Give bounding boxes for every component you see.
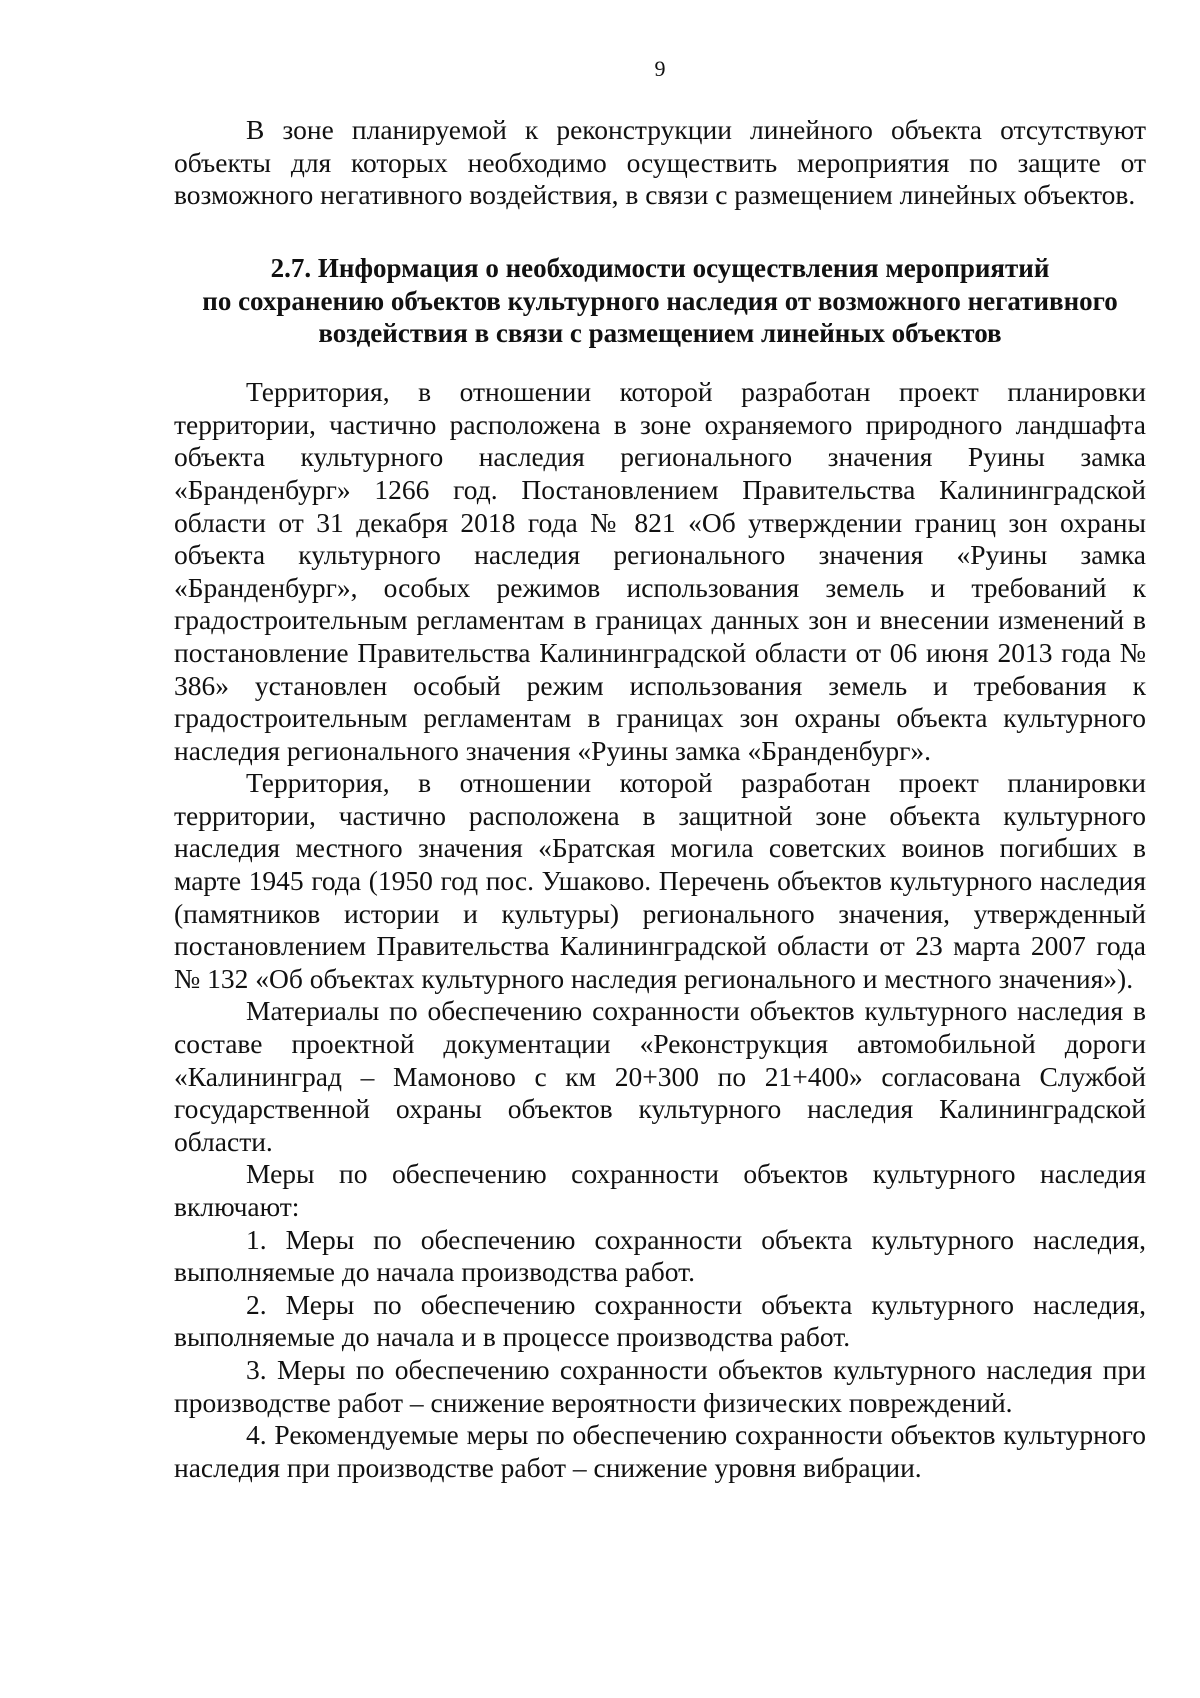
section-heading-line: по сохранению объектов культурного наследия от возможного негативного <box>202 285 1118 316</box>
intro-paragraph: В зоне планируемой к реконструкции линейного объекта отсутствуют объекты для которых необходимо осуществить мероприятия по защите от возможного негативного воздействия, в связи с размещением линейных объектов. <box>174 114 1146 211</box>
list-item-measure-4: 4. Рекомендуемые меры по обеспечению сохранности объектов культурного наследия при производстве работ – снижение уровня вибрации. <box>174 1419 1146 1483</box>
section-heading <box>174 252 1146 350</box>
paragraph-brandenburg-zone: Территория, в отношении которой разработан проект планировки территории, частично расположена в зоне охраняемого природного ландшафта объекта культурного наследия регионального значения Руины замка «Бранденбург» 1266 год. Постановлением Правительства Калининградской области от 31 декабря 2018 года № 821 «Об утверждении границ зон охраны объекта культурного наследия регионального значения «Руины замка «Бранденбург», особых режимов использования земель и требований к градостроительным регламентам в границах данных зон и внесении изменений в постановление Правительства Калининградской области от 06 июня 2013 года № 386» установлен особый режим использования земель и требования к градостроительным регламентам в границах зон охраны объекта культурного наследия регионального значения «Руины замка «Бранденбург». <box>174 376 1146 766</box>
list-item-measure-3: 3. Меры по обеспечению сохранности объектов культурного наследия при производстве работ – снижение вероятности физических повреждений. <box>174 1353 1146 1418</box>
list-item-measure-1: 1. Меры по обеспечению сохранности объекта культурного наследия, выполняемые до начала производства работ. <box>174 1223 1146 1288</box>
list-item-measure-2: 2. Меры по обеспечению сохранности объекта культурного наследия, выполняемые до начала и в процессе производства работ. <box>174 1288 1146 1353</box>
section-heading-line: 2.7. Информация о необходимости осуществления мероприятий <box>270 252 1050 283</box>
paragraph-materials: Материалы по обеспечению сохранности объектов культурного наследия в составе проектной документации «Реконструкция автомобильной дороги «Калининград – Мамоново с км 20+300 по 21+400» согласована Службой государственной охраны объектов культурного наследия Калининградской области. <box>174 995 1146 1157</box>
paragraph-protective-zone: Территория, в отношении которой разработан проект планировки территории, частично расположена в защитной зоне объекта культурного наследия местного значения «Братская могила советских воинов погибших в марте 1945 года (1950 год пос. Ушаково. Перечень объектов культурного наследия (памятников истории и культуры) регионального значения, утвержденный постановлением Правительства Калининградской области от 23 марта 2007 года № 132 «Об объектах культурного наследия регионального и местного значения»). <box>174 767 1146 994</box>
page-number: 9 <box>654 56 666 81</box>
spacer <box>174 212 1146 252</box>
document-body <box>174 114 1146 1484</box>
spacer <box>174 350 1146 376</box>
paragraph-measures-intro: Меры по обеспечению сохранности объектов культурного наследия включают: <box>174 1158 1146 1223</box>
section-heading-line: воздействия в связи с размещением линейных объектов <box>318 318 1002 349</box>
